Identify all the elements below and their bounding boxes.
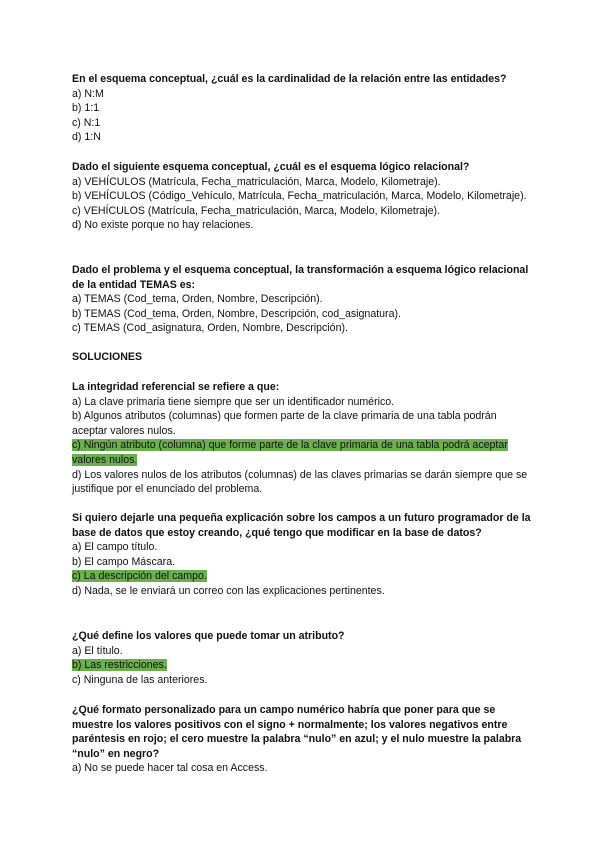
question-text: Dado el siguiente esquema conceptual, ¿cuál es el esquema lógico relacional? — [72, 161, 470, 173]
answer-option-correct — [72, 569, 534, 584]
solutions-heading-block — [72, 350, 534, 365]
question-text: Si quiero dejarle una pequeña explicación sobre los campos a un futuro programador de la base de datos que estoy creando, ¿qué tengo que modificar en la base de datos? — [72, 512, 531, 539]
solutions-heading: SOLUCIONES — [72, 351, 143, 363]
answer-option: d) Los valores nulos de los atributos (columnas) de las claves primarias se darán siempre que se justifique por el enunciado del problema. — [72, 468, 528, 496]
question-text: ¿Qué formato personalizado para un campo numérico habría que poner para que se muestre los valores positivos con el signo + normalmente; los valores negativos entre paréntesis en rojo; el cero muestre la palabra “nulo” en azul; y el nulo muestre la palabra “nulo” en negro? — [72, 704, 522, 760]
question-block — [72, 160, 534, 233]
answer-option: b) 1:1 — [72, 102, 100, 115]
solution-block — [72, 703, 534, 776]
question-text: Dado el problema y el esquema conceptual, la transformación a esquema lógico relacional de la entidad TEMAS es: — [72, 264, 529, 291]
answer-option: a) N:M — [72, 87, 104, 100]
answer-option: a) El título. — [72, 644, 123, 657]
question-block — [72, 263, 534, 336]
solution-block — [72, 380, 534, 497]
answer-option: c) TEMAS (Cod_asignatura, Orden, Nombre, Descripción). — [72, 322, 348, 335]
answer-option: d) 1:N — [72, 131, 101, 144]
correct-highlight: c) La descripción del campo. — [72, 570, 207, 583]
question-block — [72, 72, 534, 145]
question-text: La integridad referencial se refiere a que: — [72, 381, 280, 393]
correct-highlight: c) Ningún atributo (columna) que forme parte de la clave primaria de una tabla podrá aceptar valores nulos. — [72, 439, 508, 466]
answer-option: a) TEMAS (Cod_tema, Orden, Nombre, Descripción). — [72, 293, 323, 306]
answer-option: b) VEHÍCULOS (Código_Vehículo, Matrícula, Fecha_matriculación, Marca, Modelo, Kilometraje). — [72, 190, 527, 203]
question-text: En el esquema conceptual, ¿cuál es la cardinalidad de la relación entre las entidades? — [72, 73, 507, 85]
answer-option: b) TEMAS (Cod_tema, Orden, Nombre, Descripción, cod_asignatura). — [72, 307, 401, 320]
answer-option: c) N:1 — [72, 116, 101, 129]
answer-option: b) El campo Máscara. — [72, 555, 176, 568]
solution-block — [72, 511, 534, 599]
answer-option: d) No existe porque no hay relaciones. — [72, 219, 254, 232]
question-text: ¿Qué define los valores que puede tomar un atributo? — [72, 630, 345, 642]
answer-option: a) El campo título. — [72, 541, 158, 554]
answer-option-correct — [72, 658, 534, 673]
answer-option: a) VEHÍCULOS (Matrícula, Fecha_matriculación, Marca, Modelo, Kilometraje). — [72, 175, 441, 188]
answer-option: a) No se puede hacer tal cosa en Access. — [72, 762, 268, 775]
answer-option: d) Nada, se le enviará un correo con las explicaciones pertinentes. — [72, 584, 385, 597]
answer-option: c) VEHÍCULOS (Matrícula, Fecha_matriculación, Marca, Modelo, Kilometraje). — [72, 204, 440, 217]
solution-block — [72, 629, 534, 687]
answer-option: a) La clave primaria tiene siempre que ser un identificador numérico. — [72, 395, 395, 408]
answer-option: c) Ninguna de las anteriores. — [72, 673, 208, 686]
answer-option: b) Algunos atributos (columnas) que formen parte de la clave primaria de una tabla podrán aceptar valores nulos. — [72, 410, 497, 437]
answer-option-correct — [72, 438, 534, 467]
correct-highlight: b) Las restricciones. — [72, 659, 167, 672]
